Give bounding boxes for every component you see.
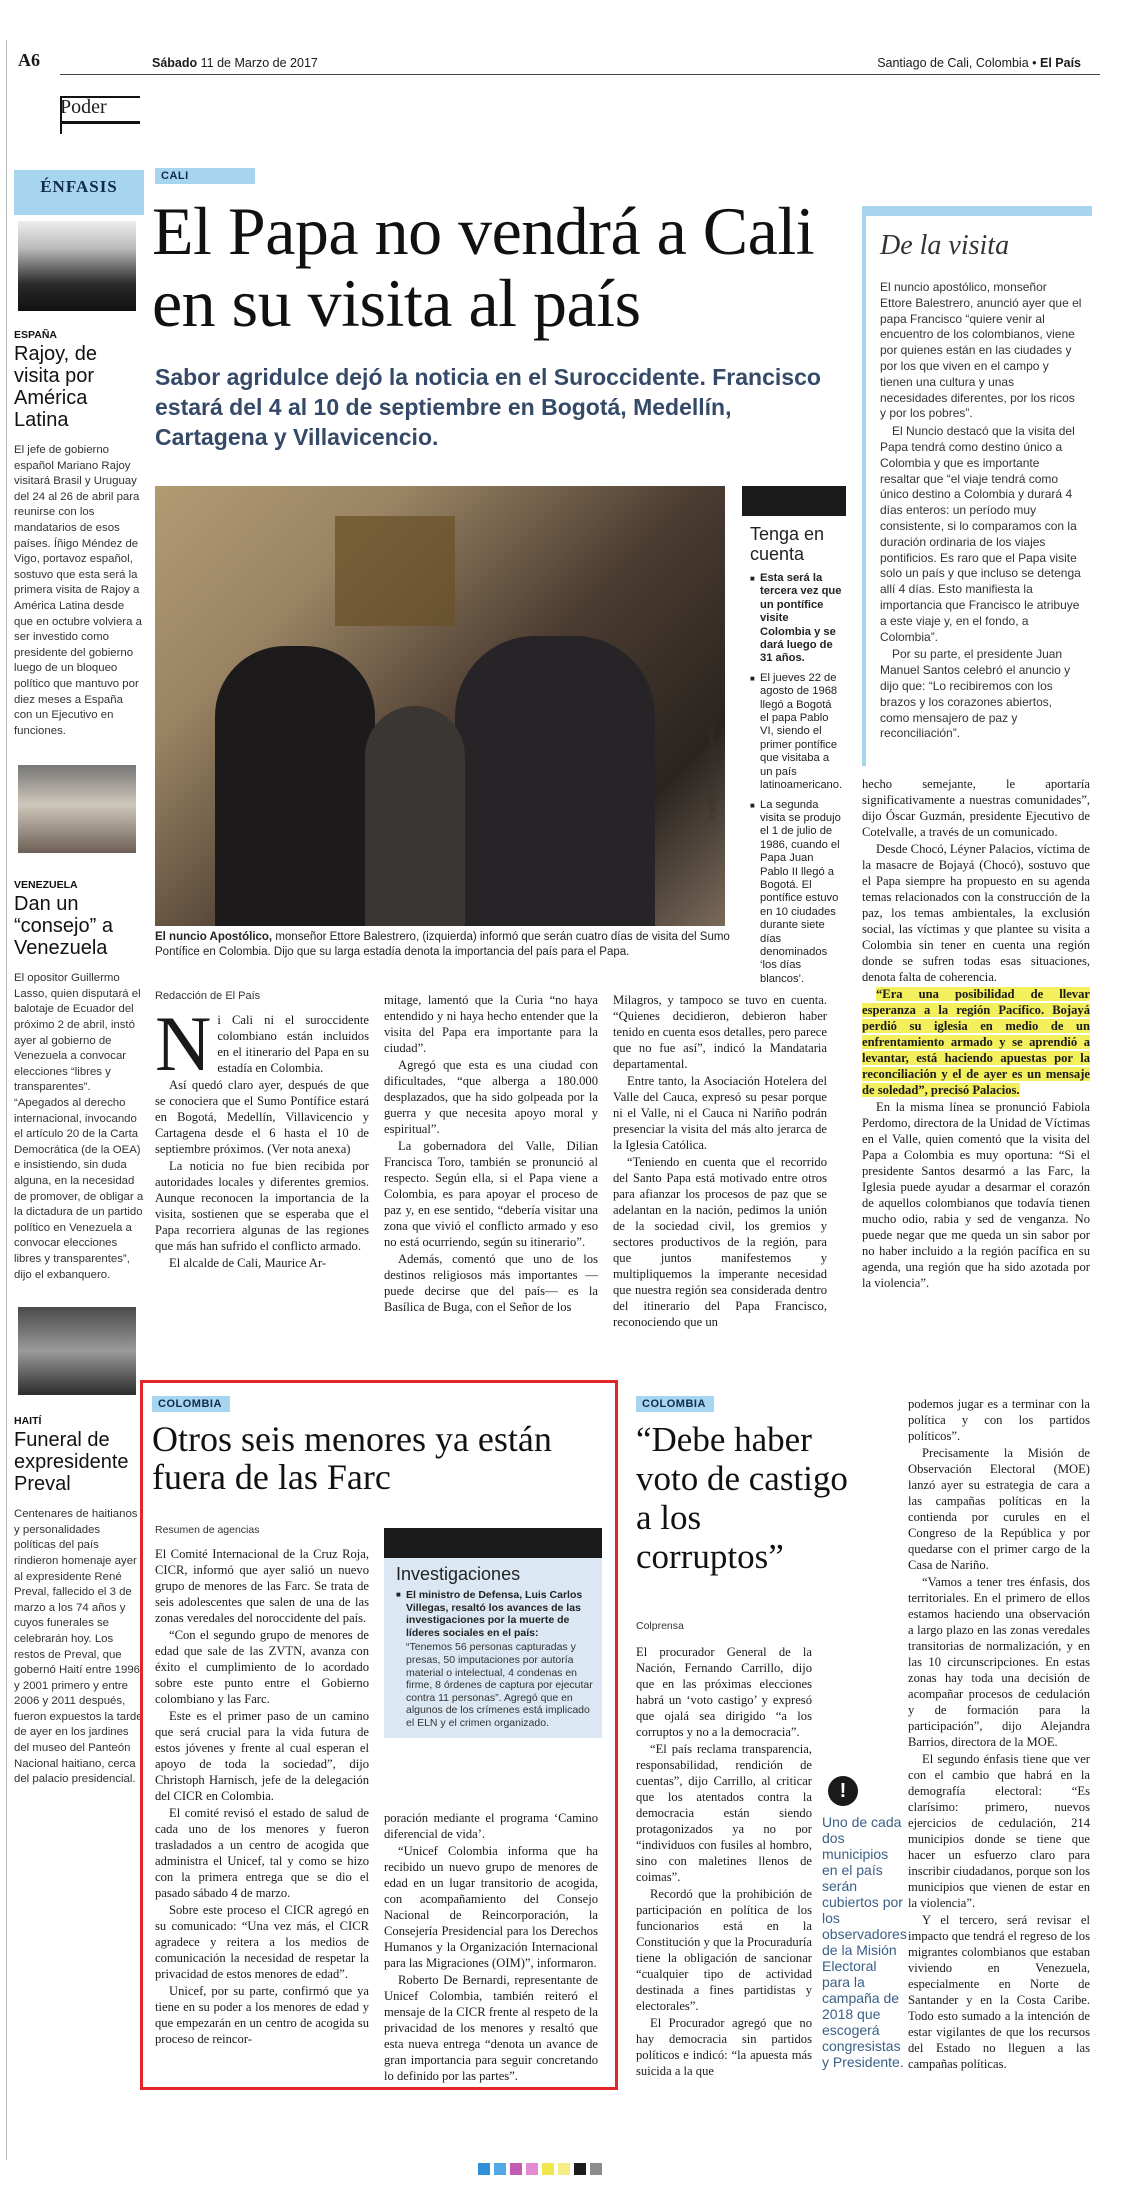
photo-caption-text: monseñor Ettore Balestrero, (izquierda) informó que serán cuatro días de visita del Sumo Pontífice en Colombia. Dijo que su larga estadía denota la importancia del país para el Papa. [155, 931, 730, 958]
farc-paragraph: “Con el segundo grupo de menores de edad que sale de las ZVTN, avanza con éxito el cumplimiento de lo acordado sobre este punto entre el Gobierno colombiano y las Farc. [155, 1628, 369, 1706]
sidebar-headline-haiti: Funeral de expresidente Preval [14, 1429, 129, 1496]
main-col-3 [613, 992, 827, 1331]
section-box [60, 96, 140, 134]
tenga-item: ■ La segunda visita se produjo el 1 de julio de 1986, cuando el Papa Juan Pablo II llegó a Bogotá. El pontífice estuvo en 10 ciudades durante siete días denominados ‘los días blancos’. [750, 799, 842, 987]
farc-paragraph: El Comité Internacional de la Cruz Roja, CICR, informó que ayer salió un nuevo grupo de menores de las Farc. Se trata de seis adolescentes que salen de una de las zonas veredales del noroccidente del país. [155, 1547, 369, 1625]
color-swatch [558, 2163, 570, 2175]
left-margin-rule [6, 40, 7, 2160]
voto-paragraph: Recordó que la prohibición de participación en política de los funcionarios está en la Constitución y que la Procuraduría tiene la obligación de sancionar “cualquier tipo de actividad destinada a fines partidistas y electorales”. [636, 1887, 812, 2013]
main-headline: El Papa no vendrá a Cali en su visita al país [152, 193, 815, 341]
tenga-top-bar [742, 486, 846, 516]
voto-byline: Colprensa [636, 1620, 684, 1632]
header-location-text: Santiago de Cali, Colombia • [877, 56, 1037, 70]
investigaciones-box [384, 1528, 602, 1738]
investigaciones-top-bar [384, 1528, 602, 1558]
exclamation-icon: ! [828, 1776, 858, 1806]
color-swatch [478, 2163, 490, 2175]
voto-paragraph: “El país reclama transparencia, responsabilidad, rendición de cuentas”, dijo Carrillo, al criticar que los atentados contra la democracia están siendo protagonizados ya no por “individuos con fusiles al hombro, sino con maletines llenos de coimas”. [636, 1742, 812, 1884]
preval-photo [18, 1307, 136, 1395]
visita-box [862, 206, 1092, 766]
color-swatch [590, 2163, 602, 2175]
color-registration-strip [478, 2162, 648, 2176]
investigaciones-lead: ■ El ministro de Defensa, Luis Carlos Villegas, resaltó los avances de las investigaciones por la muerte de líderes sociales en el país: [396, 1589, 594, 1639]
enfasis-title: ÉNFASIS [14, 170, 144, 215]
main-paragraph: Así quedó claro ayer, después de que se conociera que el Sumo Pontífice estará en Bogotá, Medellín, Villavicencio y Cartagena desde el 6 hasta el 10 de septiembre próximos. (Ver nota anexa) [155, 1078, 369, 1156]
main-subtitle: Sabor agridulce dejó la noticia en el Suroccidente. Francisco estará del 4 al 10 de septiembre en Bogotá, Medellín, Cartagena y Villavicencio. [155, 364, 821, 450]
visita-title: De la visita [880, 230, 1010, 261]
main-col-4 [862, 776, 1090, 1292]
main-quote [862, 986, 1090, 1098]
voto-section-tag: COLOMBIA [636, 1396, 714, 1412]
investigaciones-text: “Tenemos 56 personas capturadas y presas, 50 imputaciones por autoría material o intelectual, 4 condenas en firme, 8 órdenes de captura por ejecutar contra 11 personas”. Agregó que en algunos de los crímenes está implicado el ELN y el crimen organizado. [406, 1641, 593, 1729]
voto-paragraph: Y el tercero, será revisar el impacto que tendrá el regreso de los migrantes colombianos que estaban viviendo en Venezuela, especialmente en Norte de Santander y en la Costa Caribe. Todo esto sumado a la intención de estar vigilantes de que los recursos del Estado no lleguen a las campañas políticas. [908, 1913, 1090, 2071]
color-swatch [542, 2163, 554, 2175]
farc-paragraph: El comité revisó el estado de salud de cada uno de los menores y fueron trasladados a un centro de acogida que administra el Unicef, tal y como se hizo con la primera entrega que se dio el pasado sábado 4 de marzo. [155, 1806, 369, 1900]
sidebar-text-haiti: Centenares de haitianos y personalidades políticas del país rindieron homenaje ayer al expresidente René Preval, fallecido el 3 de marzo a los 74 años y cuyos funerales se celebrarán hoy. Los restos de Preval, que gobernó Haití entre 1996 y 2001 primero y entre 2006 y 2011 después, fueron expuestos la tarde de ayer en los jardines del museo del Panteón Nacional haitiano, cerca del palacio presidencial. [14, 1508, 143, 1786]
tenga-box [742, 486, 846, 985]
sidebar-label-venezuela: VENEZUELA [14, 879, 78, 892]
page-header [0, 0, 1121, 118]
main-paragraph: La noticia no fue bien recibida por autoridades locales y diferentes gremios. Aunque reconocen la importancia de la visita, sostienen que se esperaba que el Papa recorriera algunas de las regiones que más han sufrido el conflicto armado. [155, 1159, 369, 1253]
header-rule [60, 74, 1100, 75]
voto-paragraph: El Procurador agregó que no hay democracia sin partidos políticos e indicó: “la apuesta más suicida a la que [636, 2016, 812, 2078]
main-paragraph: “Teniendo en cuenta que el recorrido del Santo Papa está motivado entre otros para afianzar los procesos de paz que se adelantan en la nación, pedimos la unión de la sociedad civil, los gremios y sectores productivos de la región, para que juntos manifestemos y multipliquemos la imperante necesidad que nuestra región sea considerada dentro del itinerario del Papa Francisco, reconociendo que un [613, 1155, 827, 1329]
sidebar-label-spain: ESPAÑA [14, 329, 57, 341]
header-date-rest: 11 de Marzo de 2017 [200, 56, 318, 70]
voto-paragraph: El procurador General de la Nación, Fernando Carrillo, dijo que en las próximas elecciones habrá un ‘voto castigo’ y expresó que ojalá sea dirigido “a los corruptos y no a la democracia”. [636, 1645, 812, 1739]
voto-callout [822, 1776, 907, 2070]
photo-caption [155, 930, 735, 960]
figure-right [455, 636, 655, 926]
tenga-title: Tenga en cuenta [750, 524, 825, 564]
header-paper-name: El País [1040, 56, 1081, 70]
tenga-item: ■ El jueves 22 de agosto de 1968 llegó a Bogotá el papa Pablo VI, siendo el primer pontífice que visitaba a un país latinoamericano. [750, 672, 842, 793]
farc-byline: Resumen de agencias [155, 1524, 260, 1536]
farc-paragraph: Unicef, por su parte, confirmó que ya tiene en su poder a los menores de edad y que empezarán en un centro de acogida su proceso de reincor- [155, 1984, 369, 2046]
header-date-day: Sábado [152, 56, 198, 70]
voto-col-2 [908, 1396, 1090, 2073]
page-number: A6 [18, 50, 40, 70]
farc-col-1 [155, 1546, 369, 2048]
main-byline: Redacción de El País [155, 990, 261, 1002]
figure-left [215, 646, 375, 926]
sidebar-text-spain: El jefe de gobierno español Mariano Rajoy visitará Brasil y Uruguay del 24 al 26 de abril para reunirse con los mandatarios de esos países. Íñigo Méndez de Vigo, portavoz español, sostuvo que esta será la primera visita de Rajoy a América Latina desde que en octubre volviera a ser investido como presidente del gobierno luego de un bloqueo político que mantuvo por diez meses a España con un Ejecutivo en funciones. [14, 444, 142, 737]
main-paragraph: hecho semejante, le aportaría significativamente a nuestras comunidades”, dijo Óscar Guzmán, presidente Ejecutivo de Cotelvalle, a través de un comunicado. [862, 777, 1090, 839]
main-paragraph: Desde Chocó, Léyner Palacios, víctima de la masacre de Bojayá (Chocó), sostuvo que el Papa siempre ha propuesto en su agenda temas relacionados con la construcción de la paz, los temas ambientales, la exclusión social, las víctimas y que plantee su visita a Colombia sin tener en cuenta una región donde se sufren todas esas situaciones, denota falta de coherencia. [862, 842, 1090, 984]
farc-section-tag: COLOMBIA [152, 1396, 230, 1412]
voto-callout-text: Uno de cada dos municipios en el país serán cubiertos por los observadores de la Misión Electoral para la campaña de 2018 que escogerá congresistas y Presidente. [822, 1814, 907, 2070]
farc-col-2 [384, 1810, 598, 2085]
visita-paragraph: Por su parte, el presidente Juan Manuel Santos celebró el anuncio y dijo que: “Lo recibiremos con los brazos y los corazones abiertos, como mensajero de paz y reconciliación”. [880, 647, 1071, 741]
tenga-item: ■ Esta será la tercera vez que un pontífice visite Colombia y se dará luego de 31 años. [750, 572, 842, 666]
farc-paragraph: Este es el primer paso de un camino que será crucial para la vida futura de estos jóvenes y frente al cual esperan el apoyo de toda la sociedad”, dijo Christoph Harnisch, jefe de la delegación del CICR en Colombia. [155, 1709, 369, 1803]
voto-paragraph: podemos jugar es a terminar con la política y con los partidos políticos”. [908, 1397, 1090, 1443]
investigaciones-title: Investigaciones [396, 1564, 521, 1584]
farc-paragraph: Sobre este proceso el CICR agregó en su comunicado: “Una vez más, el CICR agradece y reitera a los medios de comunicación la necesidad de respetar la privacidad de estos menores de edad”. [155, 1903, 369, 1981]
sidebar-headline-venezuela: Dan un “consejo” a Venezuela [14, 893, 113, 960]
farc-paragraph: Roberto De Bernardi, representante de Unicef Colombia, también reiteró el mensaje de la CICR frente al respeto de la privacidad de los menores y resaltó que esta nueva entrega “denota un avance de gran importancia para seguir concretando lo definido por las partes”. [384, 1973, 598, 2083]
main-paragraph: i Cali ni el suroccidente colombiano están incluidos en el itinerario del Papa en su estadía en Colombia. [217, 1013, 369, 1075]
photo-caption-bold: El nuncio Apostólico, [155, 931, 273, 943]
sidebar-text-venezuela: El opositor Guillermo Lasso, quien disputará el balotaje de Ecuador del próximo 2 de abril, instó ayer al gobierno de Venezuela a convocar elecciones “libres y transparentes”. “Apegados al derecho internacional, invocando el artículo 20 de la Carta Democrática (de la OEA) e insistiendo, sin duda alguna, en la necesidad de promover, de obligar a la dictadura de un partido político en Venezuela a convocar elecciones libres y transparentes”, dijo el exbanquero. [14, 972, 144, 1281]
main-paragraph: Milagros, y tampoco se tuvo en cuenta. “Quienes decidieron, debieron haber tenido en cuenta esos detalles, pero parece que no fue así”, indicó la Mandataria departamental. [613, 993, 827, 1071]
photo-credit: ESPECIAL PARA EL PAÍS [708, 726, 717, 820]
main-paragraph: La gobernadora del Valle, Dilian Francisca Toro, también se pronunció al respecto. Según ella, si el Papa viene a Colombia, es para apoyar el proceso de paz y, en ese sentido, “debería visitar una zona que vivió el conflicto armado y eso no está ocurriendo, según su itinerario”. [384, 1139, 598, 1249]
voto-paragraph: Precisamente la Misión de Observación Electoral (MOE) lanzó ayer su estrategia de cara a las campañas políticas en la contienda por curules en el Congreso de la República y por quedarse con el primer cargo de la Casa de Nariño. [908, 1446, 1090, 1572]
main-paragraph: En la misma línea se pronunció Fabiola Perdomo, directora de la Unidad de Víctimas en el Valle, quien comentó que la visita del Papa a Colombia es muy oportuna: “Si el presidente Santos desarmó a las Farc, la Iglesia puede ayudar a desarmar el corazón de aquellos colombianos que todavía tienen mucho odio, rabia y sed de venganza. No puede negar que me queda un sin sabor por no haber incluido a la región pacífica en su agenda, una región que ha sido azotada por la violencia”. [862, 1100, 1090, 1290]
color-swatch [494, 2163, 506, 2175]
header-date [152, 56, 318, 70]
main-photo [155, 486, 725, 926]
rajoy-photo [18, 221, 136, 311]
color-swatch [526, 2163, 538, 2175]
lasso-photo [18, 765, 136, 853]
highlighted-quote: “Era una posibilidad de llevar esperanza a la región Pacífico. Bojayá perdió su iglesia en medio de un enfrentamiento armado y se aprendió a levantar, está haciendo apuestas por la reconciliación y el de ayer es un mensaje de soledad”, precisó Palacios. [862, 987, 1090, 1097]
voto-paragraph: El segundo énfasis tiene que ver con el cambio que habrá en la demografía electoral: “Es clarísimo: primero, nuevos ejercicios de cedulación, 214 municipios donde se tiene que hacer un esfuerzo claro para inscribir ciudadanos, porque son los municipios que vienen de estar en la violencia”. [908, 1752, 1090, 1910]
main-paragraph: mitage, lamentó que la Curia “no haya entendido y ni haya hecho entender que la visita del Papa era importante para la ciudad”. [384, 993, 598, 1055]
voto-headline: “Debe haber voto de castigo a los corruptos” [636, 1420, 848, 1576]
crucifix-shape [335, 516, 455, 626]
figure-middle [365, 706, 465, 926]
farc-headline: Otros seis menores ya están fuera de las Farc [152, 1419, 552, 1497]
farc-paragraph: “Unicef Colombia informa que ha recibido un nuevo grupo de menores de edad en un lugar transitorio de acogida, con acompañamiento del Consejo Nacional de Reincorporación, la Consejería Presidencial para los Derechos Humanos y la Organización Internacional para las Migraciones (OIM)”, informaron. [384, 1844, 598, 1970]
dropcap: N [155, 1000, 212, 1087]
color-swatch [510, 2163, 522, 2175]
tenga-list [742, 572, 846, 986]
main-paragraph: Entre tanto, la Asociación Hotelera del Valle del Cauca, expresó su pesar porque ni el Valle, ni el Cauca ni Nariño podrán presenciar la visita del más alto jerarca de la Iglesia Católica. [613, 1074, 827, 1152]
header-location [877, 56, 1081, 70]
visita-paragraph: El Nuncio destacó que la visita del Papa tendrá como destino único a Colombia y que es importante resaltar que “el viaje tendrá como único destino a Colombia y durará 4 días enteros: un período muy consistente, si lo comparamos con la duración ordinaria de los viajes pontificios. Es raro que el Papa visite solo un país y que incluso se detenga allí 4 días. Esto manifiesta la importancia que Francisco le atribuye a este viaje y, en el fondo, a Colombia”. [880, 424, 1081, 644]
main-paragraph: Agregó que esta es una ciudad con dificultades, “que alberga a 180.000 desplazados, que ha sido golpeada por la guerra y que necesita apoyo moral y espiritual”. [384, 1058, 598, 1136]
sidebar-label-haiti: HAITÍ [14, 1415, 42, 1428]
main-col-1 [155, 1000, 369, 1272]
visita-paragraph: El nuncio apostólico, monseñor Ettore Balestrero, anunció ayer que el papa Francisco “quiere venir al encuentro de los colombianos, viene por quienes están en las ciudades y por los que viven en el campo y tienen una cultura y unas necesidades diferentes, por los ricos y por los pobres”. [880, 280, 1082, 421]
main-paragraph: El alcalde de Cali, Maurice Ar- [169, 1256, 327, 1270]
sidebar-headline-spain: Rajoy, de visita por América Latina [14, 343, 98, 431]
color-swatch [574, 2163, 586, 2175]
main-section-tag: CALI [155, 168, 255, 184]
voto-paragraph: “Vamos a tener tres énfasis, dos territoriales. En el primero de ellos estamos haciendo una observación a largo plazo en las zonas veredales transitorias de normalización, y en las 10 circunscripciones. En estas zonas hay toda una decisión de acompañar procesos de cedulación y de formación para la participación”, dijo Alejandra Barrios, directora de la MOE. [908, 1575, 1090, 1749]
main-col-2 [384, 992, 598, 1316]
main-paragraph: Además, comentó que uno de los destinos religiosos más importantes —puede decirse que del país— es la Basílica de Buga, con el Señor de los [384, 1252, 598, 1314]
voto-col-1 [636, 1644, 812, 2080]
section-label: Poder [60, 96, 140, 124]
farc-paragraph: poración mediante el programa ‘Camino diferencial de vida’. [384, 1811, 598, 1841]
enfasis-sidebar [14, 170, 144, 2070]
